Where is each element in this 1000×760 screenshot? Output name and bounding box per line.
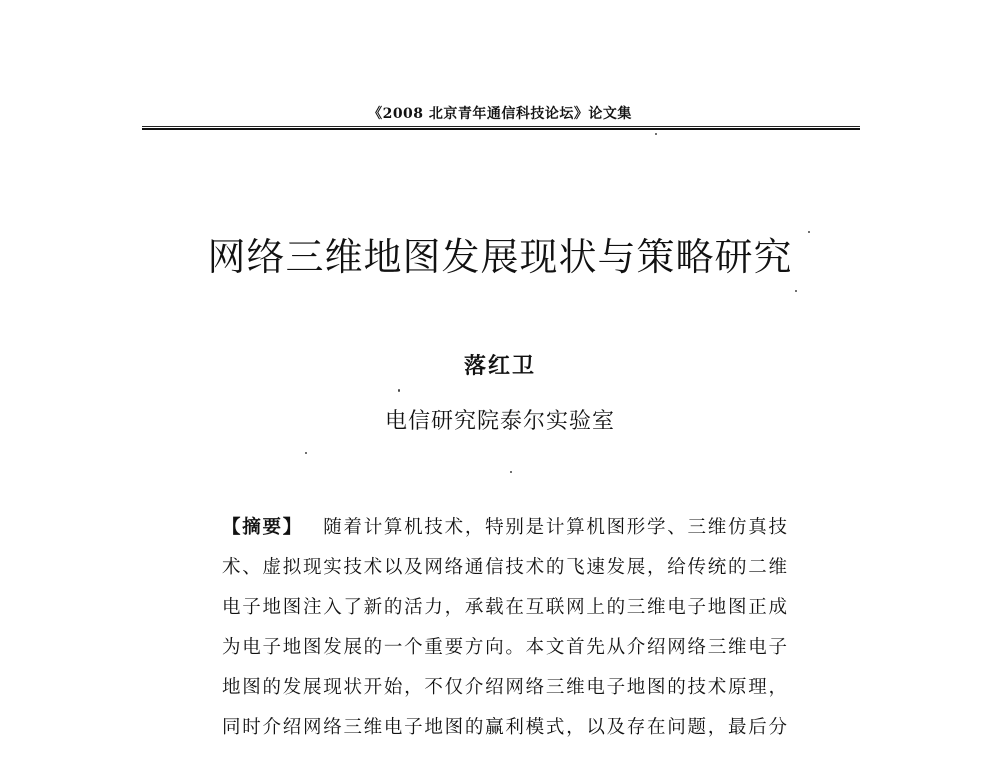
abstract-first-line-text: 随着计算机技术，特别是计算机图形学、三维仿真技 [321,517,787,538]
scan-speck [398,389,400,392]
abstract [222,513,787,753]
author-name: 落红卫 [463,353,536,379]
abstract-label: 【摘要】 [222,517,303,538]
abstract-line [222,513,787,553]
scan-speck [795,290,797,292]
scan-speck [305,452,307,454]
paper-title: 网络三维地图发展现状与策略研究 [207,235,793,279]
scan-speck [510,471,512,473]
scan-speck [808,231,810,233]
abstract-line: 电子地图注入了新的活力，承载在互联网上的三维电子地图正成 [222,597,787,618]
abstract-line: 术、虚拟现实技术以及网络通信技术的飞速发展，给传统的二维 [222,557,787,578]
header-rule-thick [142,128,860,130]
abstract-line: 地图的发展现状开始，不仅介绍网络三维电子地图的技术原理， [222,677,787,698]
abstract-line: 为电子地图发展的一个重要方向。本文首先从介绍网络三维电子 [222,637,787,658]
scan-speck [655,133,657,135]
running-header: 《2008 北京青年通信科技论坛》论文集 [368,106,632,122]
header-rule [142,126,860,127]
abstract-line: 同时介绍网络三维电子地图的赢利模式，以及存在问题，最后分 [222,717,787,738]
affiliation: 电信研究院泰尔实验室 [384,409,615,434]
